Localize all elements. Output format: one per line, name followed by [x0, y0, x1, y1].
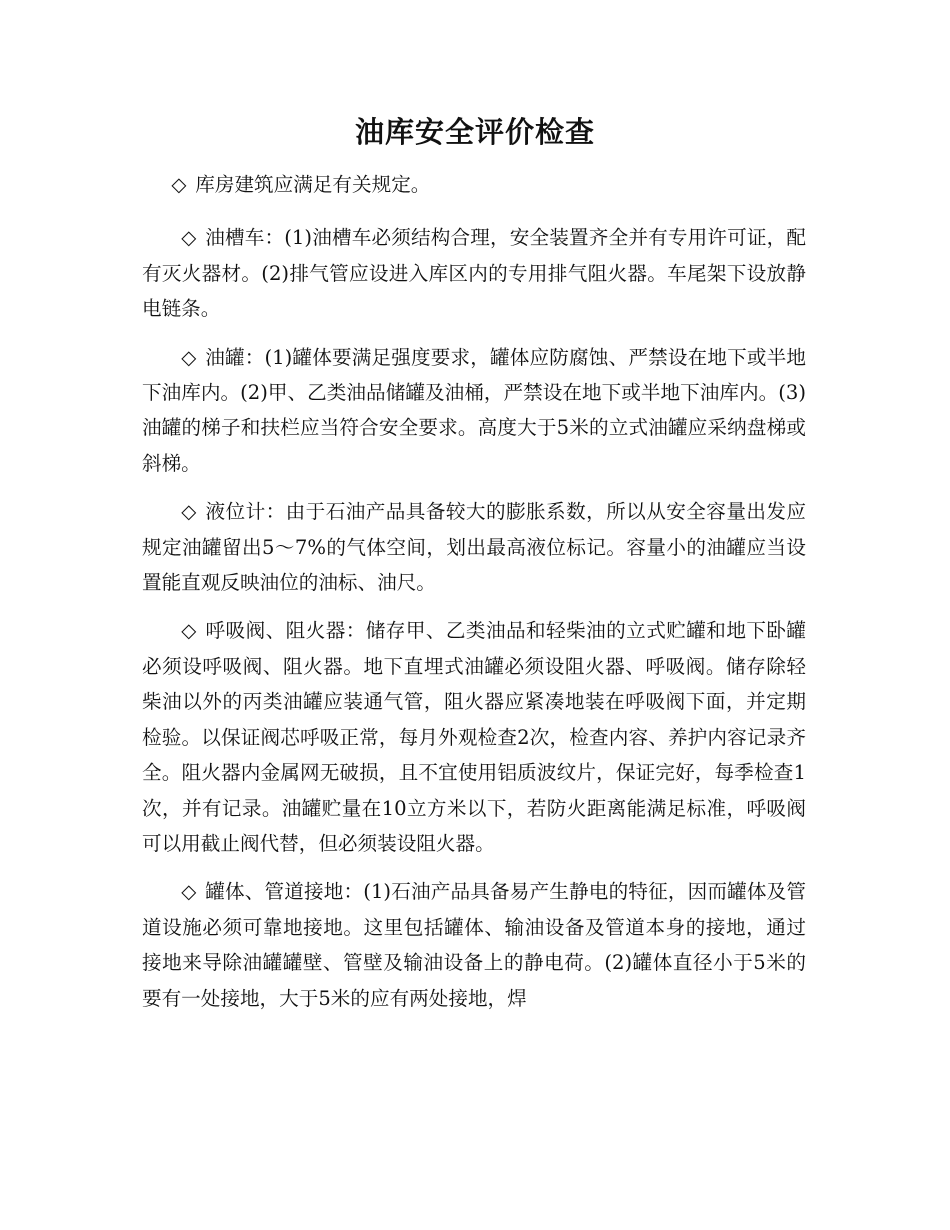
paragraph-text: 呼吸阀、阻火器：储存甲、乙类油品和轻柴油的立式贮罐和地下卧罐必须设呼吸阀、阻火器。地下直埋式油罐必须设阻火器、呼吸阀。储存除轻柴油以外的丙类油罐应装通气管，阻火器应紧凑地装在呼吸阀下面，并定期检验。以保证阀芯呼吸正常，每月外观检查2次，检查内容、养护内容记录齐全。阻火器内金属网无破损，且不宜使用铝质波纹片，保证完好，每季检查1次，并有记录。油罐贮量在10立方米以下，若防火距离能满足标准，呼吸阀可以用截止阀代替，但必须装设阻火器。: [142, 619, 806, 855]
diamond-outline-icon: ◇: [181, 500, 197, 524]
diamond-outline-icon: ◇: [181, 619, 197, 643]
paragraph-oil-tank: [142, 340, 806, 482]
diamond-outline-icon: ◇: [181, 345, 197, 369]
document-body: [142, 167, 806, 1029]
paragraph-level-gauge: [142, 494, 806, 600]
diamond-outline-icon: ◇: [181, 880, 197, 904]
paragraph-building-rules: [142, 167, 806, 202]
paragraph-text: 库房建筑应满足有关规定。: [195, 173, 431, 196]
paragraph-grounding: [142, 874, 806, 1016]
paragraph-text: 油罐：(1)罐体要满足强度要求，罐体应防腐蚀、严禁设在地下或半地下油库内。(2)甲、乙类油品储罐及油桶，严禁设在地下或半地下油库内。(3)油罐的梯子和扶栏应当符合安全要求。高度大于5米的立式油罐应采纳盘梯或斜梯。: [142, 345, 806, 475]
diamond-outline-icon: ◇: [181, 226, 197, 250]
paragraph-text: 液位计：由于石油产品具备较大的膨胀系数，所以从安全容量出发应规定油罐留出5～7%的气体空间，划出最高液位标记。容量小的油罐应当设置能直观反映油位的油标、油尺。: [142, 500, 806, 595]
paragraph-text: 油槽车：(1)油槽车必须结构合理，安全装置齐全并有专用许可证，配有灭火器材。(2)排气管应设进入库区内的专用排气阻火器。车尾架下设放静电链条。: [142, 226, 806, 321]
paragraph-oil-tanker: [142, 220, 806, 326]
paragraph-text: 罐体、管道接地：(1)石油产品具备易产生静电的特征，因而罐体及管道设施必须可靠地接地。这里包括罐体、输油设备及管道本身的接地，通过接地来导除油罐罐壁、管壁及输油设备上的静电荷。(2)罐体直径小于5米的要有一处接地，大于5米的应有两处接地，焊: [142, 880, 806, 1010]
document-title: 油库安全评价检查: [354, 115, 595, 149]
paragraph-breather-valve: [142, 613, 806, 861]
diamond-outline-icon: ◇: [171, 173, 187, 196]
